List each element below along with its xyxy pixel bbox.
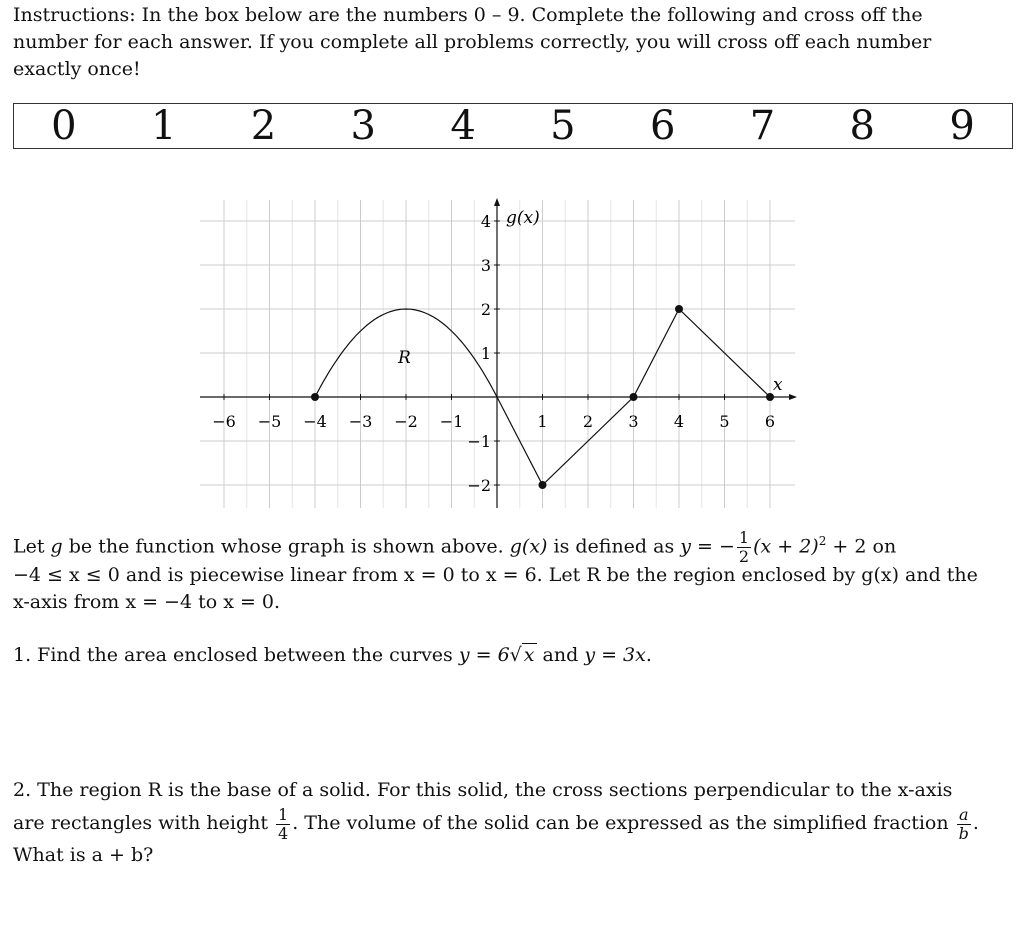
x-tick-label: 3	[628, 412, 639, 431]
y-tick-label: −1	[467, 432, 491, 451]
graph-point	[630, 393, 638, 401]
number-8[interactable]: 8	[849, 103, 875, 149]
description	[13, 528, 978, 616]
x-tick-label: −3	[348, 412, 373, 431]
y-tick-label: 1	[480, 344, 491, 363]
x-axis-label: x	[773, 375, 783, 395]
y-tick-label: 2	[480, 300, 491, 319]
question-2-line-1: 2. The region R is the base of a solid. For this solid, the cross sections perpendicular to the x-axis	[13, 779, 953, 801]
graph-point	[311, 393, 319, 401]
x-tick-label: 1	[537, 412, 548, 431]
y-tick-label: 4	[480, 212, 491, 231]
x-tick-label: −6	[212, 412, 236, 431]
sqrt-symbol: √	[509, 644, 522, 666]
graph-point	[675, 305, 683, 313]
x-tick-label: −2	[394, 412, 418, 431]
x-tick-label: −4	[303, 412, 327, 431]
number-1[interactable]: 1	[150, 103, 177, 149]
y-axis-label: g(x)	[506, 208, 540, 228]
fraction-one-fourth: $\frac{1}{4}$	[278, 804, 289, 843]
x-tick-label: −1	[439, 412, 464, 431]
x-tick-label: 2	[582, 412, 594, 431]
number-4[interactable]: 4	[450, 103, 476, 149]
number-0[interactable]: 0	[51, 103, 77, 149]
question-1: 1. Find the area enclosed between the curves y = 6√ x and y = 3x.	[13, 644, 652, 666]
fraction-a-over-b: $\frac{a}{b}$	[958, 804, 969, 843]
number-3[interactable]: 3	[350, 103, 376, 149]
number-2[interactable]: 2	[250, 103, 277, 149]
instructions-line-3: exactly once!	[13, 58, 141, 80]
description-line-1: Let g be the function whose graph is shown above. g(x) is defined as y = − $\frac{1}{2}$ $(x + 2)^2 + 2$ on	[13, 527, 897, 566]
region-label: R	[398, 348, 411, 368]
number-6[interactable]: 6	[649, 103, 676, 149]
x-tick-label: 6	[764, 412, 776, 431]
question-2-line-3: What is a + b?	[13, 844, 154, 866]
instructions-line-1: Instructions: In the box below are the numbers 0 – 9. Complete the following and cross off the	[13, 4, 923, 26]
number-9[interactable]: 9	[949, 103, 975, 149]
description-line-2: −4 ≤ x ≤ 0 and is piecewise linear from x = 0 to x = 6. Let R be the region enclosed by g(x) and the	[13, 564, 978, 586]
description-line-3: x-axis from x = −4 to x = 0.	[13, 591, 281, 613]
number-7[interactable]: 7	[749, 103, 776, 149]
instructions-line-2: number for each answer. If you complete all problems correctly, you will cross off each number	[13, 31, 932, 53]
x-tick-label: 4	[673, 412, 685, 431]
y-tick-label: 3	[480, 256, 491, 275]
number-5[interactable]: 5	[550, 103, 576, 149]
x-tick-label: 5	[719, 412, 730, 431]
y-tick-label: −2	[467, 476, 491, 495]
question-2-line-2: are rectangles with height $\frac{1}{4}$ . The volume of the solid can be expressed as the simplified fraction $\frac{a}{b}$ .	[13, 804, 979, 843]
question-2	[13, 777, 979, 869]
x-tick-label: −5	[257, 412, 282, 431]
fraction-one-half: $\frac{1}{2}$	[738, 527, 750, 566]
graph-point	[539, 481, 547, 489]
